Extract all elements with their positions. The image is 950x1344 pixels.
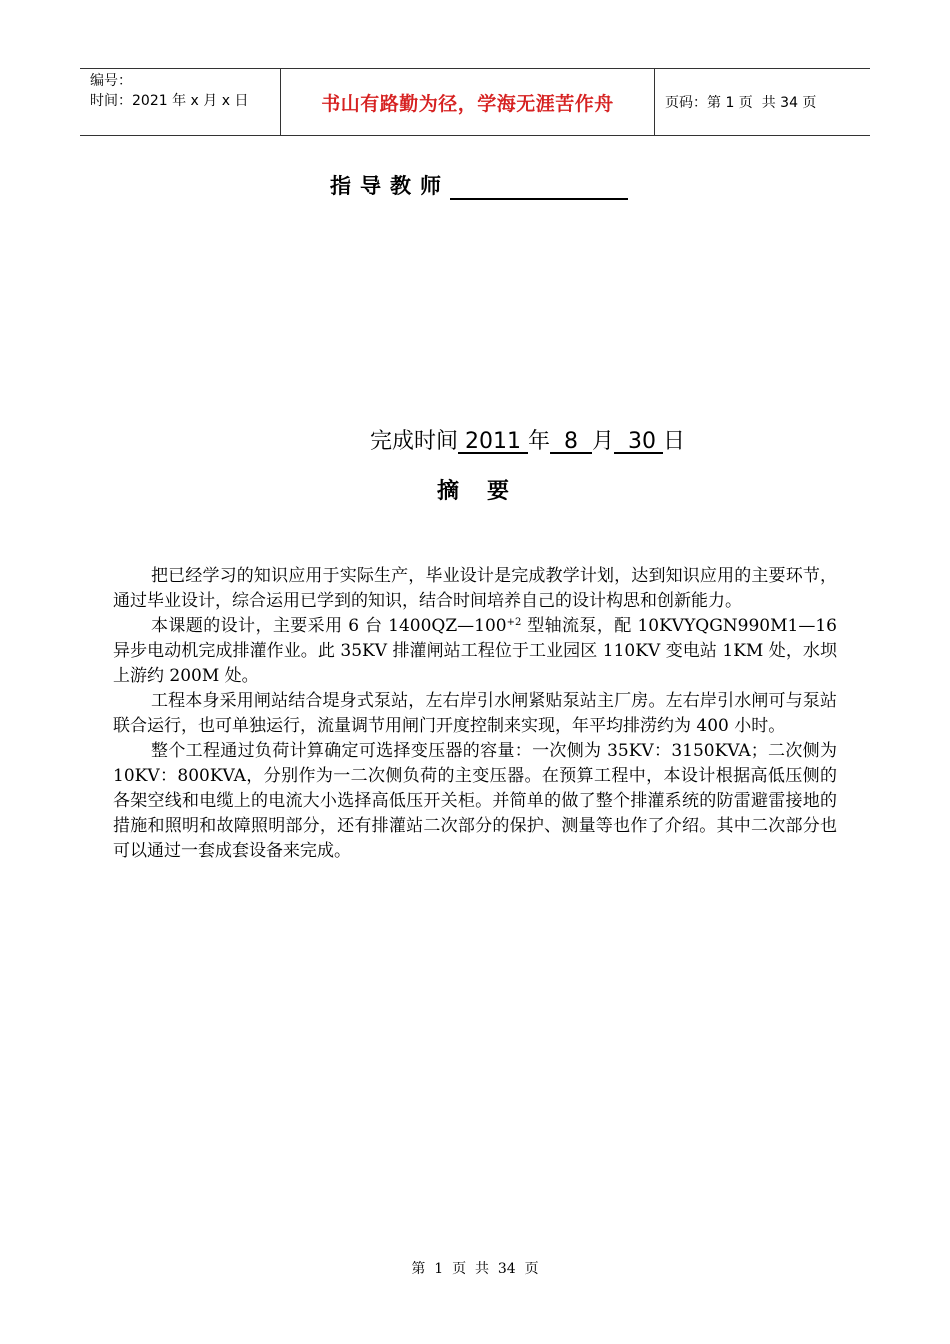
month-unit: 月: [592, 429, 615, 454]
advisor-blank: [450, 176, 628, 200]
completion-prefix: 完成时间: [370, 429, 459, 454]
day-unit: 日: [663, 429, 686, 454]
p2-part-a: 本课题的设计，主要采用 6 台 1400QZ—100: [151, 616, 507, 636]
abstract-title: 摘要: [437, 479, 538, 504]
number-label: 编号：: [90, 73, 132, 89]
advisor-line: [330, 170, 628, 200]
completion-month: 8: [550, 429, 592, 454]
advisor-label: 指导教师: [330, 174, 450, 198]
header-page-info: [655, 69, 870, 135]
completion-date: [370, 424, 685, 455]
abstract-paragraph-3: 工程本身采用闸站结合堤身式泵站，左右岸引水闸紧贴泵站主厂房。左右岸引水闸可与泵站联合运行，也可单独运行，流量调节用闸门开度控制来实现，年平均排涝约为 400 小时。: [113, 691, 837, 736]
header-meta: [80, 69, 281, 135]
footer-page-number: 第 1 页 共 34 页: [411, 1261, 539, 1277]
completion-day: 30: [614, 429, 663, 454]
abstract-body: [113, 564, 837, 864]
page-info: 页码：第 1 页 共 34 页: [665, 95, 817, 111]
abstract-paragraph-2: [113, 614, 837, 689]
abstract-paragraph-4: 整个工程通过负荷计算确定可选择变压器的容量：一次侧为 35KV：3150KVA；二次侧为 10KV：800KVA，分别作为一二次侧负荷的主变压器。在预算工程中，本设计根据高低压侧的各架空线和电缆上的电流大小选择高低压开关柜。并简单的做了整个排灌系统的防雷避雷接地的措施和照明和故障照明部分，还有排灌站二次部分的保护、测量等也作了介绍。其中二次部分也可以通过一套成套设备来完成。: [113, 741, 837, 861]
completion-year: 2011: [458, 429, 528, 454]
page-header: [80, 68, 870, 136]
p2-superscript: +2: [506, 617, 522, 628]
p2-part-b: 型轴流泵，配 10KVYQGN990M1—16 异步电动机完成排灌作业。此 35KV 排灌闸站工程位于工业园区 110KV 变电站 1KM 处，水坝上游约 200M 处。: [113, 616, 837, 686]
year-unit: 年: [528, 429, 551, 454]
header-motto: 书山有路勤为径，学海无涯苦作舟: [281, 69, 655, 135]
time-label: 时间：2021 年 x 月 x 日: [90, 93, 249, 109]
abstract-paragraph-1: 把已经学习的知识应用于实际生产，毕业设计是完成教学计划，达到知识应用的主要环节，通过毕业设计，综合运用已学到的知识，结合时间培养自己的设计构思和创新能力。: [113, 566, 837, 611]
page-footer: [0, 1258, 950, 1278]
